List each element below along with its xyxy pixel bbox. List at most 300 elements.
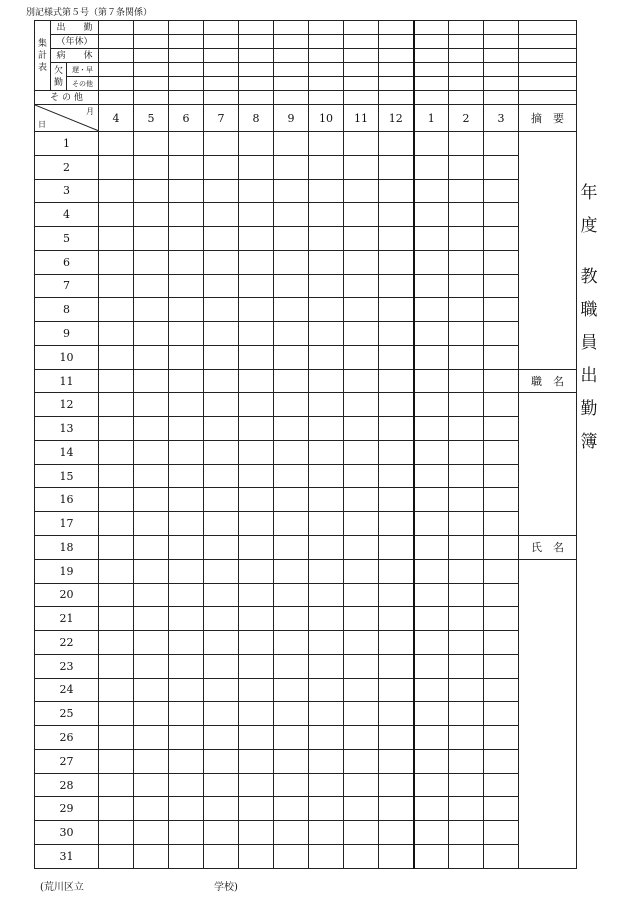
attendance-cell[interactable] [169, 274, 204, 298]
attendance-cell[interactable] [414, 274, 449, 298]
attendance-cell[interactable] [169, 678, 204, 702]
summary-cell[interactable] [414, 63, 449, 77]
summary-cell[interactable] [379, 49, 414, 63]
attendance-cell[interactable] [309, 607, 344, 631]
attendance-cell[interactable] [169, 417, 204, 441]
attendance-cell[interactable] [449, 559, 484, 583]
attendance-cell[interactable] [344, 821, 379, 845]
attendance-cell[interactable] [309, 702, 344, 726]
attendance-cell[interactable] [274, 322, 309, 346]
attendance-cell[interactable] [414, 678, 449, 702]
attendance-cell[interactable] [134, 274, 169, 298]
attendance-cell[interactable] [379, 227, 414, 251]
attendance-cell[interactable] [204, 369, 239, 393]
attendance-cell[interactable] [204, 393, 239, 417]
attendance-cell[interactable] [99, 369, 134, 393]
attendance-cell[interactable] [274, 250, 309, 274]
attendance-cell[interactable] [344, 749, 379, 773]
summary-cell[interactable] [344, 63, 379, 77]
attendance-cell[interactable] [449, 536, 484, 560]
attendance-cell[interactable] [484, 844, 519, 868]
attendance-cell[interactable] [449, 607, 484, 631]
attendance-cell[interactable] [379, 393, 414, 417]
attendance-cell[interactable] [239, 821, 274, 845]
attendance-cell[interactable] [309, 132, 344, 156]
attendance-cell[interactable] [414, 702, 449, 726]
summary-cell[interactable] [99, 63, 134, 77]
summary-cell[interactable] [239, 21, 274, 35]
attendance-cell[interactable] [309, 488, 344, 512]
attendance-cell[interactable] [274, 726, 309, 750]
attendance-cell[interactable] [484, 227, 519, 251]
attendance-cell[interactable] [169, 773, 204, 797]
attendance-cell[interactable] [99, 512, 134, 536]
attendance-cell[interactable] [344, 678, 379, 702]
attendance-cell[interactable] [134, 440, 169, 464]
attendance-cell[interactable] [239, 631, 274, 655]
summary-cell[interactable] [309, 91, 344, 105]
summary-cell[interactable] [169, 63, 204, 77]
attendance-cell[interactable] [484, 797, 519, 821]
attendance-cell[interactable] [134, 179, 169, 203]
attendance-cell[interactable] [239, 488, 274, 512]
attendance-cell[interactable] [239, 702, 274, 726]
attendance-cell[interactable] [309, 583, 344, 607]
attendance-cell[interactable] [309, 203, 344, 227]
attendance-cell[interactable] [99, 536, 134, 560]
summary-cell[interactable] [309, 77, 344, 91]
attendance-cell[interactable] [204, 844, 239, 868]
attendance-cell[interactable] [134, 797, 169, 821]
attendance-cell[interactable] [379, 250, 414, 274]
attendance-cell[interactable] [204, 702, 239, 726]
attendance-cell[interactable] [134, 132, 169, 156]
attendance-cell[interactable] [274, 274, 309, 298]
summary-cell[interactable] [274, 63, 309, 77]
summary-cell[interactable] [344, 77, 379, 91]
attendance-cell[interactable] [239, 797, 274, 821]
attendance-cell[interactable] [204, 512, 239, 536]
attendance-cell[interactable] [99, 773, 134, 797]
attendance-cell[interactable] [344, 250, 379, 274]
attendance-cell[interactable] [274, 773, 309, 797]
attendance-cell[interactable] [274, 417, 309, 441]
attendance-cell[interactable] [134, 512, 169, 536]
attendance-cell[interactable] [204, 559, 239, 583]
attendance-cell[interactable] [239, 393, 274, 417]
attendance-cell[interactable] [344, 298, 379, 322]
attendance-cell[interactable] [379, 559, 414, 583]
attendance-cell[interactable] [414, 179, 449, 203]
attendance-cell[interactable] [274, 132, 309, 156]
attendance-cell[interactable] [379, 440, 414, 464]
attendance-cell[interactable] [309, 417, 344, 441]
attendance-cell[interactable] [274, 393, 309, 417]
attendance-cell[interactable] [484, 654, 519, 678]
summary-cell[interactable] [274, 35, 309, 49]
attendance-cell[interactable] [274, 345, 309, 369]
attendance-cell[interactable] [239, 417, 274, 441]
attendance-cell[interactable] [344, 203, 379, 227]
attendance-cell[interactable] [414, 726, 449, 750]
summary-cell[interactable] [309, 21, 344, 35]
attendance-cell[interactable] [204, 322, 239, 346]
attendance-cell[interactable] [484, 322, 519, 346]
attendance-cell[interactable] [134, 369, 169, 393]
attendance-cell[interactable] [414, 488, 449, 512]
summary-cell[interactable] [414, 49, 449, 63]
attendance-cell[interactable] [239, 512, 274, 536]
attendance-cell[interactable] [99, 488, 134, 512]
attendance-cell[interactable] [274, 203, 309, 227]
attendance-cell[interactable] [379, 821, 414, 845]
attendance-cell[interactable] [274, 797, 309, 821]
attendance-cell[interactable] [204, 654, 239, 678]
attendance-cell[interactable] [449, 678, 484, 702]
remarks-cell[interactable] [519, 132, 577, 370]
attendance-cell[interactable] [414, 250, 449, 274]
attendance-cell[interactable] [379, 797, 414, 821]
attendance-cell[interactable] [484, 702, 519, 726]
attendance-cell[interactable] [484, 773, 519, 797]
attendance-cell[interactable] [99, 821, 134, 845]
attendance-cell[interactable] [169, 179, 204, 203]
attendance-cell[interactable] [274, 702, 309, 726]
attendance-cell[interactable] [274, 440, 309, 464]
attendance-cell[interactable] [449, 821, 484, 845]
summary-cell[interactable] [99, 21, 134, 35]
attendance-cell[interactable] [274, 536, 309, 560]
attendance-cell[interactable] [484, 488, 519, 512]
summary-cell[interactable] [449, 35, 484, 49]
attendance-cell[interactable] [204, 749, 239, 773]
attendance-cell[interactable] [414, 559, 449, 583]
summary-cell[interactable] [204, 63, 239, 77]
attendance-cell[interactable] [414, 345, 449, 369]
attendance-cell[interactable] [169, 797, 204, 821]
attendance-cell[interactable] [99, 440, 134, 464]
attendance-cell[interactable] [449, 797, 484, 821]
attendance-cell[interactable] [309, 726, 344, 750]
attendance-cell[interactable] [274, 844, 309, 868]
attendance-cell[interactable] [484, 155, 519, 179]
summary-cell[interactable] [134, 63, 169, 77]
attendance-cell[interactable] [379, 464, 414, 488]
attendance-cell[interactable] [484, 583, 519, 607]
attendance-cell[interactable] [99, 654, 134, 678]
attendance-cell[interactable] [169, 345, 204, 369]
attendance-cell[interactable] [99, 393, 134, 417]
summary-cell[interactable] [274, 91, 309, 105]
attendance-cell[interactable] [169, 559, 204, 583]
summary-cell[interactable] [379, 91, 414, 105]
attendance-cell[interactable] [99, 726, 134, 750]
attendance-cell[interactable] [344, 393, 379, 417]
attendance-cell[interactable] [169, 322, 204, 346]
attendance-cell[interactable] [309, 393, 344, 417]
attendance-cell[interactable] [309, 345, 344, 369]
attendance-cell[interactable] [204, 678, 239, 702]
attendance-cell[interactable] [379, 678, 414, 702]
attendance-cell[interactable] [134, 250, 169, 274]
attendance-cell[interactable] [204, 536, 239, 560]
attendance-cell[interactable] [274, 678, 309, 702]
attendance-cell[interactable] [449, 227, 484, 251]
attendance-cell[interactable] [344, 464, 379, 488]
attendance-cell[interactable] [204, 607, 239, 631]
attendance-cell[interactable] [379, 583, 414, 607]
summary-cell[interactable] [344, 49, 379, 63]
summary-cell[interactable] [484, 21, 519, 35]
attendance-cell[interactable] [344, 179, 379, 203]
attendance-cell[interactable] [344, 488, 379, 512]
attendance-cell[interactable] [134, 155, 169, 179]
attendance-cell[interactable] [134, 844, 169, 868]
attendance-cell[interactable] [204, 132, 239, 156]
attendance-cell[interactable] [239, 203, 274, 227]
attendance-cell[interactable] [484, 179, 519, 203]
attendance-cell[interactable] [379, 488, 414, 512]
attendance-cell[interactable] [99, 250, 134, 274]
attendance-cell[interactable] [379, 607, 414, 631]
summary-cell[interactable] [204, 91, 239, 105]
attendance-cell[interactable] [414, 132, 449, 156]
summary-cell[interactable] [239, 63, 274, 77]
attendance-cell[interactable] [484, 298, 519, 322]
attendance-cell[interactable] [379, 274, 414, 298]
summary-cell[interactable] [169, 77, 204, 91]
attendance-cell[interactable] [134, 345, 169, 369]
summary-cell[interactable] [344, 21, 379, 35]
attendance-cell[interactable] [169, 844, 204, 868]
attendance-cell[interactable] [309, 512, 344, 536]
attendance-cell[interactable] [239, 583, 274, 607]
name-field[interactable] [519, 559, 577, 868]
attendance-cell[interactable] [379, 155, 414, 179]
attendance-cell[interactable] [344, 583, 379, 607]
summary-cell[interactable] [169, 49, 204, 63]
attendance-cell[interactable] [449, 322, 484, 346]
summary-remarks-cell[interactable] [519, 77, 577, 91]
attendance-cell[interactable] [169, 393, 204, 417]
attendance-cell[interactable] [309, 773, 344, 797]
attendance-cell[interactable] [134, 322, 169, 346]
attendance-cell[interactable] [344, 417, 379, 441]
attendance-cell[interactable] [134, 559, 169, 583]
attendance-cell[interactable] [379, 726, 414, 750]
attendance-cell[interactable] [344, 726, 379, 750]
attendance-cell[interactable] [309, 322, 344, 346]
attendance-cell[interactable] [134, 203, 169, 227]
summary-cell[interactable] [449, 63, 484, 77]
summary-cell[interactable] [379, 35, 414, 49]
attendance-cell[interactable] [309, 797, 344, 821]
attendance-cell[interactable] [239, 322, 274, 346]
attendance-cell[interactable] [379, 631, 414, 655]
attendance-cell[interactable] [309, 678, 344, 702]
attendance-cell[interactable] [274, 488, 309, 512]
summary-cell[interactable] [344, 91, 379, 105]
summary-cell[interactable] [414, 91, 449, 105]
attendance-cell[interactable] [484, 274, 519, 298]
attendance-cell[interactable] [379, 132, 414, 156]
summary-cell[interactable] [379, 21, 414, 35]
attendance-cell[interactable] [309, 274, 344, 298]
summary-cell[interactable] [134, 49, 169, 63]
attendance-cell[interactable] [449, 749, 484, 773]
summary-cell[interactable] [169, 35, 204, 49]
attendance-cell[interactable] [274, 369, 309, 393]
attendance-cell[interactable] [239, 274, 274, 298]
attendance-cell[interactable] [414, 536, 449, 560]
attendance-cell[interactable] [99, 559, 134, 583]
attendance-cell[interactable] [134, 773, 169, 797]
attendance-cell[interactable] [414, 797, 449, 821]
attendance-cell[interactable] [449, 298, 484, 322]
attendance-cell[interactable] [484, 203, 519, 227]
attendance-cell[interactable] [169, 132, 204, 156]
summary-cell[interactable] [449, 21, 484, 35]
summary-cell[interactable] [274, 77, 309, 91]
job-title-field[interactable] [519, 393, 577, 536]
attendance-cell[interactable] [239, 464, 274, 488]
summary-remarks-cell[interactable] [519, 49, 577, 63]
attendance-cell[interactable] [309, 559, 344, 583]
attendance-cell[interactable] [274, 464, 309, 488]
attendance-cell[interactable] [379, 203, 414, 227]
summary-cell[interactable] [449, 91, 484, 105]
attendance-cell[interactable] [484, 607, 519, 631]
attendance-cell[interactable] [484, 512, 519, 536]
summary-cell[interactable] [414, 35, 449, 49]
attendance-cell[interactable] [449, 726, 484, 750]
attendance-cell[interactable] [414, 369, 449, 393]
attendance-cell[interactable] [99, 631, 134, 655]
summary-cell[interactable] [449, 77, 484, 91]
summary-cell[interactable] [274, 21, 309, 35]
attendance-cell[interactable] [344, 274, 379, 298]
attendance-cell[interactable] [134, 607, 169, 631]
attendance-cell[interactable] [309, 464, 344, 488]
attendance-cell[interactable] [379, 179, 414, 203]
attendance-cell[interactable] [414, 464, 449, 488]
attendance-cell[interactable] [414, 393, 449, 417]
attendance-cell[interactable] [344, 654, 379, 678]
summary-cell[interactable] [204, 21, 239, 35]
attendance-cell[interactable] [169, 702, 204, 726]
attendance-cell[interactable] [344, 773, 379, 797]
attendance-cell[interactable] [449, 773, 484, 797]
attendance-cell[interactable] [169, 631, 204, 655]
attendance-cell[interactable] [134, 417, 169, 441]
attendance-cell[interactable] [169, 227, 204, 251]
attendance-cell[interactable] [344, 132, 379, 156]
summary-cell[interactable] [414, 21, 449, 35]
attendance-cell[interactable] [274, 559, 309, 583]
attendance-cell[interactable] [449, 844, 484, 868]
attendance-cell[interactable] [379, 345, 414, 369]
attendance-cell[interactable] [134, 227, 169, 251]
attendance-cell[interactable] [484, 250, 519, 274]
attendance-cell[interactable] [449, 488, 484, 512]
attendance-cell[interactable] [169, 821, 204, 845]
summary-cell[interactable] [99, 35, 134, 49]
attendance-cell[interactable] [414, 417, 449, 441]
attendance-cell[interactable] [239, 536, 274, 560]
attendance-cell[interactable] [484, 369, 519, 393]
attendance-cell[interactable] [99, 203, 134, 227]
attendance-cell[interactable] [449, 654, 484, 678]
summary-cell[interactable] [309, 35, 344, 49]
attendance-cell[interactable] [239, 654, 274, 678]
attendance-cell[interactable] [414, 512, 449, 536]
summary-cell[interactable] [484, 35, 519, 49]
summary-cell[interactable] [134, 91, 169, 105]
attendance-cell[interactable] [309, 298, 344, 322]
attendance-cell[interactable] [134, 702, 169, 726]
attendance-cell[interactable] [239, 179, 274, 203]
attendance-cell[interactable] [99, 345, 134, 369]
attendance-cell[interactable] [99, 702, 134, 726]
attendance-cell[interactable] [204, 773, 239, 797]
summary-cell[interactable] [484, 49, 519, 63]
summary-cell[interactable] [484, 63, 519, 77]
attendance-cell[interactable] [379, 298, 414, 322]
attendance-cell[interactable] [239, 440, 274, 464]
attendance-cell[interactable] [134, 654, 169, 678]
attendance-cell[interactable] [449, 464, 484, 488]
attendance-cell[interactable] [169, 536, 204, 560]
attendance-cell[interactable] [449, 345, 484, 369]
attendance-cell[interactable] [449, 393, 484, 417]
attendance-cell[interactable] [274, 654, 309, 678]
attendance-cell[interactable] [204, 797, 239, 821]
attendance-cell[interactable] [309, 654, 344, 678]
attendance-cell[interactable] [169, 654, 204, 678]
attendance-cell[interactable] [344, 559, 379, 583]
attendance-cell[interactable] [414, 227, 449, 251]
attendance-cell[interactable] [204, 203, 239, 227]
attendance-cell[interactable] [379, 417, 414, 441]
summary-cell[interactable] [239, 35, 274, 49]
attendance-cell[interactable] [449, 512, 484, 536]
attendance-cell[interactable] [414, 155, 449, 179]
attendance-cell[interactable] [309, 250, 344, 274]
summary-cell[interactable] [169, 21, 204, 35]
attendance-cell[interactable] [309, 821, 344, 845]
attendance-cell[interactable] [99, 155, 134, 179]
attendance-cell[interactable] [274, 512, 309, 536]
attendance-cell[interactable] [484, 440, 519, 464]
attendance-cell[interactable] [379, 536, 414, 560]
attendance-cell[interactable] [344, 607, 379, 631]
attendance-cell[interactable] [274, 631, 309, 655]
summary-cell[interactable] [134, 21, 169, 35]
attendance-cell[interactable] [204, 250, 239, 274]
attendance-cell[interactable] [344, 797, 379, 821]
attendance-cell[interactable] [379, 844, 414, 868]
attendance-cell[interactable] [379, 749, 414, 773]
summary-cell[interactable] [204, 77, 239, 91]
summary-cell[interactable] [134, 77, 169, 91]
attendance-cell[interactable] [169, 488, 204, 512]
attendance-cell[interactable] [169, 250, 204, 274]
attendance-cell[interactable] [204, 464, 239, 488]
attendance-cell[interactable] [239, 749, 274, 773]
attendance-cell[interactable] [484, 464, 519, 488]
attendance-cell[interactable] [414, 844, 449, 868]
attendance-cell[interactable] [134, 726, 169, 750]
